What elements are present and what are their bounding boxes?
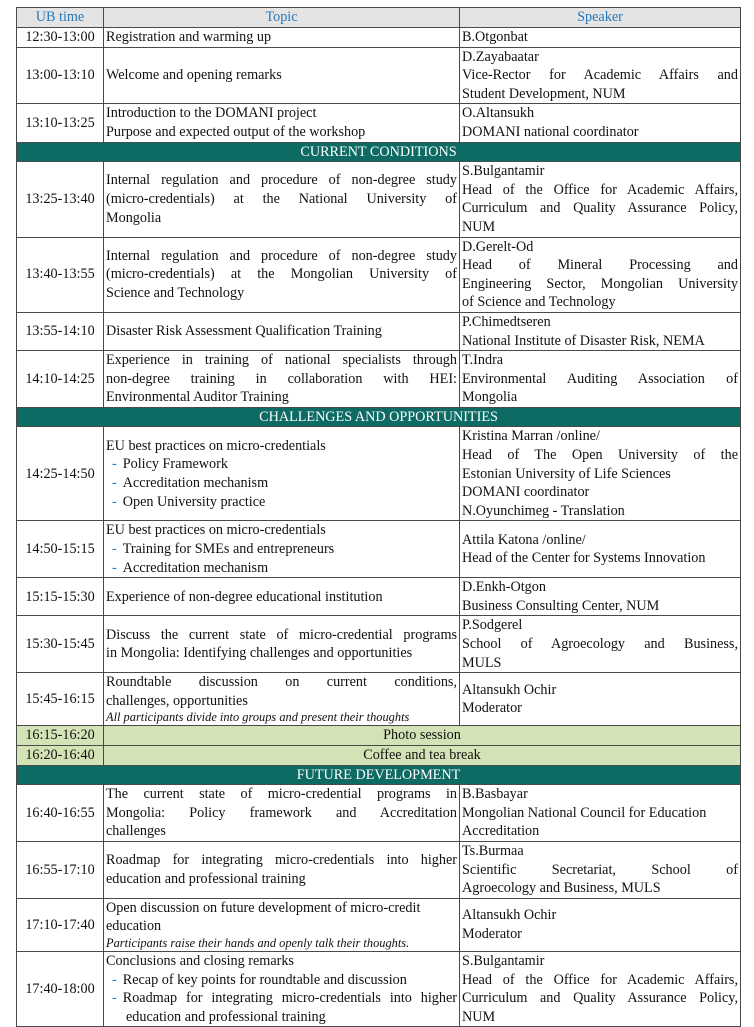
topic-line: Introduction to the DOMANI project (106, 105, 317, 122)
speaker-affiliation: Head of the Office for Academic Affairs, (462, 181, 738, 198)
topic-line: Conclusions and closing remarks (106, 952, 294, 969)
topic-line: The current state of micro-credential programs in (106, 786, 457, 803)
speaker-name: T.Indra (462, 352, 504, 369)
header-topic: Topic (104, 8, 460, 28)
agenda-row (17, 578, 741, 616)
time-cell: 16:20-16:40 (17, 745, 104, 765)
time-cell: 13:00-13:10 (17, 47, 104, 104)
bullet-item: - Recap of key points for roundtable and discussion (112, 971, 407, 988)
topic-cell (104, 521, 460, 578)
speaker-translation: N.Oyunchimeg - Translation (462, 502, 625, 519)
dash-icon: - (112, 456, 117, 473)
section-row (17, 765, 741, 785)
topic-cell (104, 785, 460, 842)
time-cell: 13:10-13:25 (17, 104, 104, 142)
section-title: FUTURE DEVELOPMENT (17, 765, 741, 785)
time-cell: 13:55-14:10 (17, 312, 104, 350)
speaker-cell (460, 427, 741, 521)
time-cell: 14:10-14:25 (17, 351, 104, 408)
break-row (17, 726, 741, 746)
agenda-row (17, 898, 741, 951)
topic-cell (104, 951, 460, 1026)
time-cell: 14:50-15:15 (17, 521, 104, 578)
section-row (17, 407, 741, 427)
speaker-cell (460, 616, 741, 673)
speaker-affiliation: National Institute of Disaster Risk, NEMA (462, 332, 705, 349)
topic-cell: Welcome and opening remarks (104, 47, 460, 104)
speaker-name: Altansukh Ochir (462, 907, 557, 924)
speaker-affiliation: MULS (462, 654, 502, 671)
speaker-name: D.Enkh-Otgon (462, 579, 546, 596)
speaker-name: P.Chimedtseren (462, 313, 551, 330)
topic-line: EU best practices on micro-credentials (106, 522, 326, 539)
topic-cell: Registration and warming up (104, 28, 460, 48)
speaker-name: Attila Katona /online/ (462, 531, 586, 548)
time-cell: 16:15-16:20 (17, 726, 104, 746)
speaker-name: Kristina Marran /online/ (462, 428, 600, 445)
time-cell: 17:10-17:40 (17, 898, 104, 951)
speaker-affiliation: Head of the Center for Systems Innovation (462, 550, 706, 567)
topic-line: challenges, opportunities (106, 692, 248, 709)
section-title: CURRENT CONDITIONS (17, 142, 741, 162)
break-label: Coffee and tea break (104, 745, 741, 765)
speaker-cell (460, 785, 741, 842)
agenda-row (17, 521, 741, 578)
speaker-cell (460, 951, 741, 1026)
topic-note: Participants raise their hands and openly talk their thoughts. (106, 935, 410, 950)
topic-line: (micro-credentials) at the Mongolian University of (106, 266, 457, 283)
speaker-affiliation: Accreditation (462, 823, 540, 840)
section-row (17, 142, 741, 162)
speaker-cell (460, 47, 741, 104)
agenda-row (17, 312, 741, 350)
bullet-item: - Roadmap for integrating micro-credentials into higher education and professional training (112, 990, 457, 1025)
time-cell: 13:25-13:40 (17, 162, 104, 237)
speaker-cell (460, 521, 741, 578)
time-cell: 17:40-18:00 (17, 951, 104, 1026)
speaker-affiliation: Estonian University of Life Sciences (462, 465, 671, 482)
speaker-name: S.Bulgantamir (462, 163, 545, 180)
time-cell: 16:40-16:55 (17, 785, 104, 842)
speaker-affiliation: Vice-Rector for Academic Affairs and (462, 67, 738, 84)
speaker-cell (460, 104, 741, 142)
topic-line: Environmental Auditor Training (106, 389, 289, 406)
speaker-affiliation: Curriculum and Quality Assurance Policy, (462, 200, 738, 217)
topic-line: education (106, 918, 162, 935)
speaker-affiliation: Scientific Secretariat, School of (462, 861, 738, 878)
speaker-name: Ts.Burmaa (462, 842, 524, 859)
topic-line: challenges (106, 823, 166, 840)
agenda-row (17, 427, 741, 521)
speaker-affiliation: DOMANI national coordinator (462, 123, 639, 140)
topic-cell (104, 104, 460, 142)
agenda-row (17, 841, 741, 898)
speaker-affiliation: School of Agroecology and Business, (462, 636, 738, 652)
speaker-cell (460, 162, 741, 237)
topic-note: All participants divide into groups and present their thoughts (106, 710, 410, 725)
speaker-affiliation: DOMANI coordinator (462, 484, 590, 501)
speaker-name: B.Otgonbat (462, 29, 528, 45)
topic-line: education and professional training (106, 870, 306, 887)
speaker-name: P.Sodgerel (462, 617, 523, 634)
topic-line: in Mongolia: Identifying challenges and opportunities (106, 645, 413, 662)
time-cell: 15:30-15:45 (17, 616, 104, 673)
speaker-affiliation: Curriculum and Quality Assurance Policy, (462, 990, 738, 1007)
topic-line: Open discussion on future development of micro-credit (106, 899, 421, 916)
topic-cell (104, 616, 460, 673)
header-time: UB time (17, 8, 104, 28)
speaker-cell (460, 351, 741, 408)
speaker-affiliation: Head of Mineral Processing and (462, 257, 738, 274)
speaker-affiliation: NUM (462, 218, 496, 235)
header-row (17, 8, 741, 28)
time-cell: 13:40-13:55 (17, 237, 104, 312)
speaker-affiliation: Business Consulting Center, NUM (462, 597, 660, 614)
speaker-affiliation: of Science and Technology (462, 294, 616, 311)
dash-icon: - (112, 990, 117, 1007)
speaker-cell (460, 237, 741, 312)
topic-cell (104, 162, 460, 237)
speaker-affiliation: Mongolia (462, 389, 518, 406)
agenda-row (17, 28, 741, 48)
time-cell: 14:25-14:50 (17, 427, 104, 521)
speaker-name: D.Gerelt-Od (462, 238, 534, 255)
topic-line: Internal regulation and procedure of non-degree study (106, 172, 457, 189)
speaker-role: Moderator (462, 925, 522, 942)
topic-line: Mongolia: Policy framework and Accreditation (106, 804, 457, 821)
bullet-item: - Training for SMEs and entrepreneurs (112, 541, 335, 558)
speaker-name: Altansukh Ochir (462, 681, 557, 698)
topic-cell (104, 898, 460, 951)
bullet-item: - Policy Framework (112, 456, 228, 473)
topic-cell (104, 237, 460, 312)
topic-line: Purpose and expected output of the workshop (106, 123, 366, 140)
header-speaker: Speaker (460, 8, 741, 28)
speaker-cell (460, 312, 741, 350)
speaker-affiliation: Engineering Sector, Mongolian University (462, 275, 738, 292)
agenda-row (17, 104, 741, 142)
speaker-affiliation: Head of the Office for Academic Affairs, (462, 971, 738, 988)
agenda-row (17, 237, 741, 312)
topic-line: EU best practices on micro-credentials (106, 437, 326, 454)
topic-cell (104, 841, 460, 898)
topic-line: Mongolia (106, 209, 162, 226)
topic-cell (104, 351, 460, 408)
dash-icon: - (112, 474, 117, 491)
dash-icon: - (112, 971, 117, 988)
bullet-item: - Accreditation mechanism (112, 474, 269, 491)
speaker-affiliation: NUM (462, 1008, 496, 1025)
dash-icon: - (112, 559, 117, 576)
topic-line: (micro-credentials) at the National University of (106, 191, 457, 208)
time-cell: 15:45-16:15 (17, 673, 104, 726)
topic-line: non-degree training in collaboration with HEI: (106, 370, 457, 387)
speaker-name: S.Bulgantamir (462, 952, 545, 969)
speaker-name: O.Altansukh (462, 105, 535, 122)
speaker-name: B.Basbayar (462, 786, 528, 803)
topic-line: Science and Technology (106, 285, 245, 302)
topic-line: Internal regulation and procedure of non-degree study (106, 247, 457, 264)
break-label: Photo session (104, 726, 741, 746)
time-cell: 15:15-15:30 (17, 578, 104, 616)
agenda-row (17, 616, 741, 673)
bullet-item: - Open University practice (112, 493, 266, 510)
topic-line: Experience in training of national specialists through (106, 352, 457, 369)
dash-icon: - (112, 493, 117, 510)
speaker-cell (460, 841, 741, 898)
topic-cell: Disaster Risk Assessment Qualification Training (104, 312, 460, 350)
topic-line: Discuss the current state of micro-credential programs (106, 626, 457, 643)
topic-cell (104, 427, 460, 521)
agenda-row (17, 162, 741, 237)
section-title: CHALLENGES AND OPPORTUNITIES (17, 407, 741, 427)
topic-cell (104, 673, 460, 726)
topic-cell: Experience of non-degree educational institution (104, 578, 460, 616)
agenda-table (16, 7, 741, 1027)
agenda-row (17, 673, 741, 726)
agenda-row (17, 785, 741, 842)
speaker-name: D.Zayabaatar (462, 48, 539, 65)
topic-line: Roundtable discussion on current conditions, (106, 674, 457, 691)
break-row (17, 745, 741, 765)
speaker-cell (460, 578, 741, 616)
agenda-row (17, 47, 741, 104)
speaker-affiliation: Mongolian National Council for Education (462, 804, 707, 821)
agenda-row (17, 951, 741, 1026)
dash-icon: - (112, 541, 117, 558)
topic-line: Roadmap for integrating micro-credentials into higher (106, 852, 457, 869)
time-cell: 12:30-13:00 (17, 28, 104, 48)
speaker-affiliation: Student Development, NUM (462, 85, 626, 102)
speaker-affiliation: Environmental Auditing Association of (462, 370, 738, 387)
time-cell: 16:55-17:10 (17, 841, 104, 898)
speaker-affiliation: Agroecology and Business, MULS (462, 880, 661, 897)
agenda-row (17, 351, 741, 408)
speaker-cell (460, 898, 741, 951)
bullet-item: - Accreditation mechanism (112, 559, 269, 576)
speaker-cell (460, 673, 741, 726)
speaker-cell (460, 28, 741, 48)
speaker-role: Moderator (462, 700, 522, 717)
speaker-affiliation: Head of The Open University of the (462, 447, 738, 464)
